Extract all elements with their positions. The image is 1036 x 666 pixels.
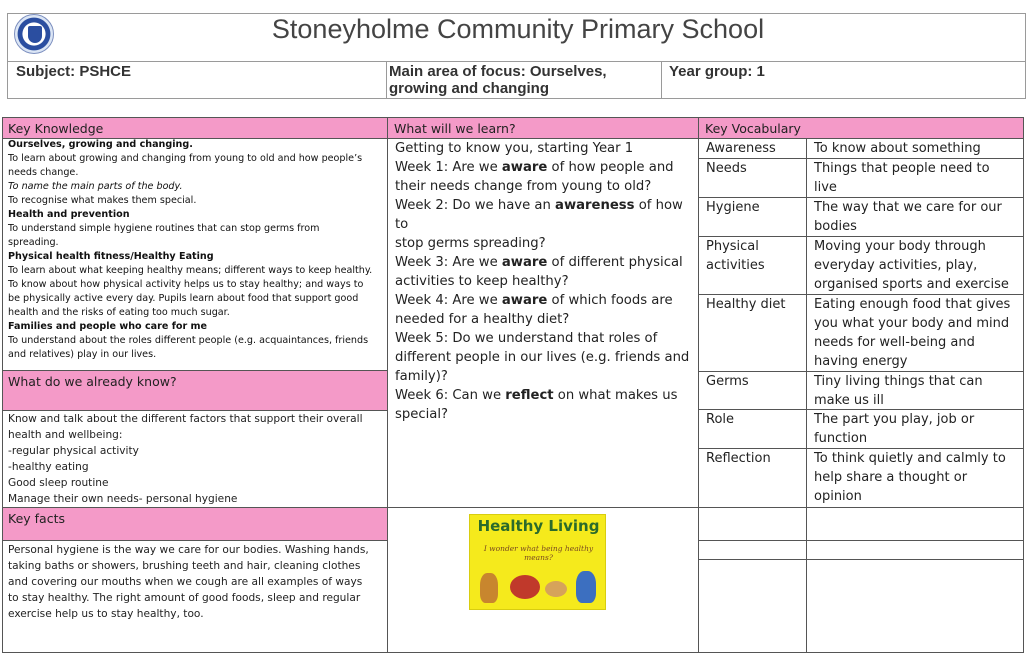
key-facts-line: Personal hygiene is the way we care for our bodies. Washing hands, [8,544,369,556]
learn-line [395,177,697,196]
key-knowledge-line: To learn about growing and changing from young to old and how people’s [8,153,363,164]
key-knowledge-line: and relatives) play in our lives. [8,349,157,360]
key-knowledge-text [8,138,386,362]
learn-line [395,405,697,424]
key-knowledge-line: To learn about what keeping healthy means; different ways to keep healthy. [8,265,373,276]
vocab-term [706,449,804,468]
vocab-definition-line: help share a thought or [814,470,968,485]
learn-text: of how to [395,198,683,232]
vocab-term-line: Hygiene [706,200,760,215]
learn-line [395,272,697,291]
vocab-term-line: Needs [706,161,747,176]
vocab-definition [814,237,1022,294]
learn-text: Week 1: Are we [395,160,502,175]
key-knowledge-heading: Key Knowledge [8,121,104,136]
learn-keyword: reflect [505,388,554,403]
what-will-we-learn-heading: What will we learn? [394,121,516,136]
learn-keyword: aware [501,255,548,270]
fruit-bowl-icon [510,575,540,599]
learn-text: their needs change from young to old? [395,179,652,194]
already-know-line: Know and talk about the different factors that support their overall [8,413,363,425]
vocab-term-line: Role [706,412,735,427]
vocab-definition [814,139,1022,158]
vocab-definition [814,449,1022,506]
vocab-definition [814,198,1022,236]
header-col-divider-1 [386,61,387,99]
vocab-definition-line: opinion [814,489,862,504]
vocab-term-line: Physical [706,239,759,254]
key-knowledge-line: To understand about the roles different people (e.g. acquaintances, friends [8,335,369,346]
vocab-term-line: activities [706,258,765,273]
vocab-definition-line: having energy [814,354,908,369]
already-know-line: health and wellbeing: [8,429,123,441]
school-title: Stoneyholme Community Primary School [271,14,765,44]
grid-bottom [2,652,1024,653]
key-facts-heading: Key facts [8,511,65,526]
learn-line [395,348,697,367]
learn-text: Week 3: Are we [395,255,502,270]
vocab-definition-line: To know about something [814,141,981,156]
learn-text: of which foods are [547,293,673,308]
grid-col-a [387,117,388,653]
learn-text: Week 2: Do we have an [395,198,556,213]
key-knowledge-line: be physically active every day. Pupils learn about food that support good [8,293,359,304]
vocab-term-line: Awareness [706,141,776,156]
healthy-living-subtitle [470,544,607,562]
vocab-definition-line: Eating enough food that gives [814,297,1011,312]
vocab-definition [814,410,1022,448]
healthy-living-subtitle-line2: means? [524,553,553,562]
vocab-term [706,198,804,217]
vocab-term-line: Healthy diet [706,297,786,312]
key-knowledge-line: To name the main parts of the body. [8,181,183,192]
already-know-line: Good sleep routine [8,477,109,489]
already-know-line: Manage their own needs- personal hygiene [8,493,238,505]
vocab-term [706,410,804,429]
key-knowledge-line: Health and prevention [8,209,130,220]
vocab-definition-line: you what your body and mind [814,316,1010,331]
vocab-definition-line: To think quietly and calmly to [814,451,1006,466]
vocab-definition-line: function [814,431,868,446]
already-know-line: -regular physical activity [8,445,139,457]
vocab-term [706,372,804,391]
vocab-definition-line: Moving your body through [814,239,986,254]
key-facts-text [8,542,386,622]
learn-text: Week 6: Can we [395,388,506,403]
vocab-definition [814,295,1022,371]
learn-text: Week 5: Do we understand that roles of [395,331,658,346]
healthy-living-image [469,514,606,610]
healthy-living-title: Healthy Living [477,517,600,535]
learn-keyword: awareness [555,198,635,213]
learn-text: of different physical [547,255,683,270]
learn-line [395,139,697,158]
learn-text: different people in our lives (e.g. friends and [395,350,690,365]
key-knowledge-line: Ourselves, growing and changing. [8,139,193,150]
boy-figure-icon [576,571,596,603]
learn-line [395,158,697,177]
vocab-term [706,139,804,158]
vocab-definition-line: live [814,180,837,195]
vocab-row-8 [698,507,1024,508]
learn-text: family)? [395,369,448,384]
vocab-definition-line: organised sports and exercise [814,277,1009,292]
vocab-term [706,159,804,178]
header-row-divider [7,61,1026,62]
subject-label: Subject: PSHCE [16,63,132,80]
vocab-definition-line: needs for well-being and [814,335,975,350]
key-vocabulary-heading: Key Vocabulary [705,121,801,136]
key-knowledge-line: To understand simple hygiene routines that can stop germs from [8,223,320,234]
header-col-divider-2 [661,61,662,99]
learn-keyword: aware [501,160,548,175]
vocab-term [706,295,804,314]
learn-text: Week 4: Are we [395,293,502,308]
key-facts-line: and covering our mouths when we cough are all examples of ways [8,576,363,588]
mid-row-1 [387,507,698,508]
vocab-definition-line: The part you play, job or [814,412,975,427]
girl-figure-icon [480,573,498,603]
key-facts-line: to stay healthy. The right amount of good foods, sleep and regular [8,592,361,604]
vocab-term-line: Reflection [706,451,771,466]
learn-line [395,329,697,348]
learn-line [395,196,697,234]
learn-line [395,386,697,405]
focus-label-line2: growing and changing [389,80,549,97]
key-facts-line: exercise help us to stay healthy, too. [8,608,204,620]
healthy-living-subtitle-line1: I wonder what being healthy [483,544,594,553]
learn-line [395,291,697,310]
vocab-definition-line: bodies [814,219,857,234]
vocab-row-9 [698,540,1024,541]
key-knowledge-line: health and the risks of eating too much sugar. [8,307,230,318]
vocab-definition-line: make us ill [814,393,884,408]
learn-text: on what makes us [553,388,678,403]
learn-text: of how people and [547,160,674,175]
key-knowledge-line: spreading. [8,237,59,248]
already-know-text [8,411,386,507]
what-will-we-learn-text [395,139,697,424]
learn-text: needed for a healthy diet? [395,312,570,327]
already-know-line: -healthy eating [8,461,89,473]
year-group-label: Year group: 1 [669,63,765,80]
vocab-definition-line: Things that people need to [814,161,990,176]
vocab-term-line: Germs [706,374,749,389]
key-knowledge-line: To recognise what makes them special. [8,195,197,206]
learn-text: stop germs spreading? [395,236,546,251]
learn-text: activities to keep healthy? [395,274,569,289]
left-row-4 [2,540,387,541]
grid-col-c [806,138,807,653]
learn-line [395,234,697,253]
vocab-definition-line: The way that we care for our [814,200,1002,215]
key-facts-line: taking baths or showers, brushing teeth and hair, cleaning clothes [8,560,361,572]
vocab-row-10 [698,559,1024,560]
key-knowledge-line: Families and people who care for me [8,321,208,332]
vocab-term [706,237,804,275]
vocab-definition-line: everyday activities, play, [814,258,978,273]
learn-keyword: aware [501,293,548,308]
key-knowledge-line: needs change. [8,167,79,178]
learn-line [395,253,697,272]
focus-label-line1: Main area of focus: Ourselves, [389,63,607,80]
vocab-definition-line: Tiny living things that can [814,374,983,389]
learn-text: special? [395,407,449,422]
key-knowledge-line: To know about how physical activity helps us to stay healthy; and ways to [8,279,364,290]
already-know-heading: What do we already know? [8,374,177,389]
bread-icon [545,581,567,597]
learn-line [395,367,697,386]
key-knowledge-line: Physical health fitness/Healthy Eating [8,251,214,262]
vocab-definition [814,159,1022,197]
learn-line [395,310,697,329]
learn-text: Getting to know you, starting Year 1 [395,141,634,156]
vocab-definition [814,372,1022,410]
